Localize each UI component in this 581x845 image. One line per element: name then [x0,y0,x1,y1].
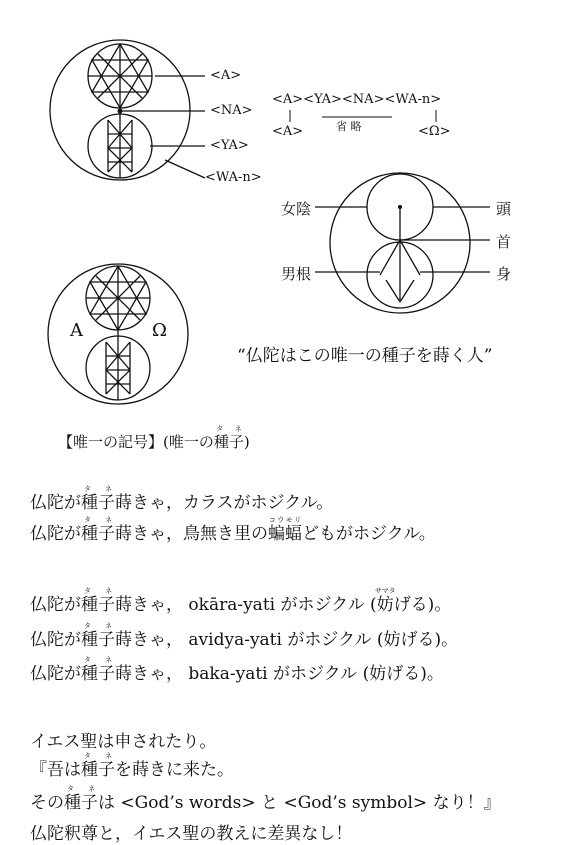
label-male: 男根 [281,265,312,283]
text-line: 仏陀釈尊と，イエス聖の教えに差異なし！ [30,824,353,844]
caption [58,425,250,452]
text-line: 仏陀が種子タ ネ蒔きゃ，カラスがホジクル。 [30,485,334,513]
emblem-diagram [48,264,188,404]
text-line: 仏陀が種子タ ネ蒔きゃ， okāra-yati がホジクル (妨サマタげる)。 [30,587,452,615]
label-head: 頭 [496,200,512,218]
label-wan: <WA-n> [205,170,262,185]
sequence-bottom-right: <Ω> [418,124,451,139]
sequence-connectors [290,110,436,122]
text-line: 仏陀が種子タ ネ蒔きゃ，鳥無き里の蝙蝠コウモリどもがホジクル。 [30,516,436,544]
label-body: 身 [496,265,512,283]
label-neck: 首 [496,233,512,251]
sequence-bottom-left: <A> [272,124,304,139]
seed-symbol-diagram [50,40,205,180]
label-ya: <YA> [210,138,249,153]
sequence-top: <A><YA><NA><WA-n> [272,92,442,107]
text-line: その種子タ ネは <God’s words> と <God’s symbol> なり！』 [30,785,501,813]
emblem-omega: Ω [152,320,167,341]
caption-text: 【唯一の記号】(唯一の [58,433,214,451]
label-na: <NA> [210,103,253,118]
label-a: <A> [210,68,242,83]
body-diagram [315,173,490,313]
text-line: 仏陀が種子タ ネ蒔きゃ， avidya-yati がホジクル (妨げる)。 [30,622,459,650]
caption-ruby: 種子タ ネ [213,425,244,451]
quote-text: “仏陀はこの唯一の種子を蒔く人” [237,346,493,366]
text-line: イエス聖は申されたり。 [30,732,217,752]
text-line: 『吾は種子タ ネを蒔きに来た。 [30,752,234,780]
label-female: 女陰 [281,200,312,218]
caption-close: ) [243,433,250,451]
emblem-alpha: A [70,320,83,341]
text-line: 仏陀が種子タ ネ蒔きゃ， baka-yati がホジクル (妨げる)。 [30,656,444,684]
sequence-middle: 省 略 [336,120,362,133]
